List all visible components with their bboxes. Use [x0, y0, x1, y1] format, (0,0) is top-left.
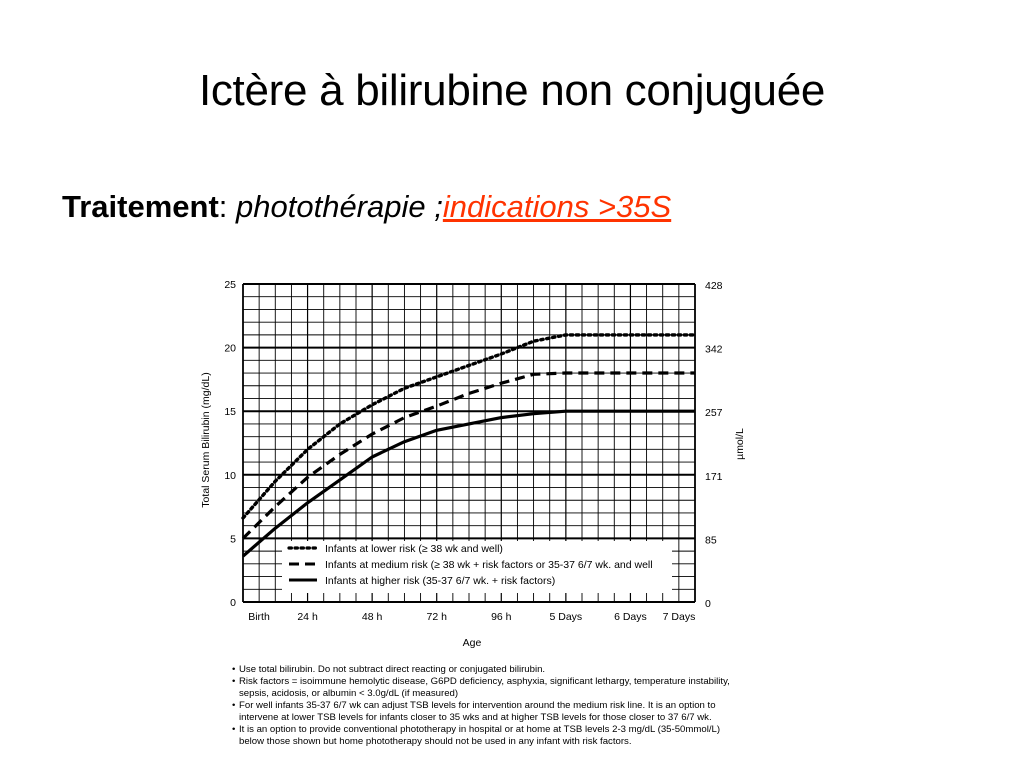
- legend-label: Infants at medium risk (≥ 38 wk + risk factors or 35-37 6/7 wk. and well: [325, 559, 653, 571]
- note-item: • Risk factors = isoimmune hemolytic disease, G6PD deficiency, asphyxia, significant lethargy, temperature instability, sepsis, acidosis, or albumin < 3.0g/dL (if measured): [232, 676, 732, 700]
- slide-title: Ictère à bilirubine non conjuguée: [198, 66, 826, 115]
- y2-tick-label: 0: [705, 598, 711, 610]
- note-item: • For well infants 35-37 6/7 wk can adjust TSB levels for intervention around the medium risk line. It is an option to intervene at lower TSB levels for infants closer to 35 wks and at higher TSB levels for those closer to 37 6/7 wk.: [232, 700, 732, 724]
- x-tick-label: Birth: [248, 611, 270, 623]
- subtitle-label: Traitement: [62, 189, 219, 224]
- note-item: • Use total bilirubin. Do not subtract direct reacting or conjugated bilirubin.: [232, 664, 732, 676]
- indications-link[interactable]: indications >35S: [442, 189, 672, 224]
- x-tick-label: 72 h: [426, 611, 447, 623]
- subtitle-separator: :: [218, 189, 237, 224]
- y2-tick-label: 257: [705, 407, 723, 420]
- y-tick-label: 10: [224, 469, 236, 482]
- x-tick-label: 5 Days: [549, 611, 583, 623]
- y2-axis-title: µmol/L: [734, 428, 746, 460]
- x-tick-label: 96 h: [491, 611, 512, 623]
- y2-tick-label: 428: [705, 280, 723, 292]
- y-tick-label: 20: [224, 342, 236, 355]
- y-axis-title: Total Serum Bilirubin (mg/dL): [200, 372, 212, 508]
- x-tick-label: 6 Days: [614, 611, 647, 623]
- y2-tick-label: 85: [705, 534, 717, 547]
- y-tick-label: 25: [224, 279, 236, 291]
- y2-tick-label: 342: [705, 343, 723, 356]
- y-tick-label: 0: [230, 597, 236, 609]
- x-axis-title: Age: [462, 637, 482, 649]
- legend-label: Infants at higher risk (35-37 6/7 wk. + risk factors): [325, 575, 556, 587]
- y-tick-label: 5: [230, 533, 236, 546]
- x-tick-label: 48 h: [361, 611, 383, 623]
- chart-legend: [282, 541, 672, 593]
- y2-tick-label: 171: [705, 470, 723, 483]
- notes-list: [232, 664, 732, 748]
- note-item: • It is an option to provide conventional phototherapy in hospital or at home at TSB levels 2-3 mg/dL (35-50mmol/L) below those shown but home phototherapy should not be used in any infant with risk factors.: [232, 724, 732, 748]
- x-tick-label: 24 h: [297, 611, 318, 623]
- subtitle-text: photothérapie ;: [236, 189, 443, 224]
- x-tick-label: 7 Days: [662, 611, 696, 623]
- y-tick-label: 15: [224, 406, 236, 419]
- legend-label: Infants at lower risk (≥ 38 wk and well): [325, 543, 503, 555]
